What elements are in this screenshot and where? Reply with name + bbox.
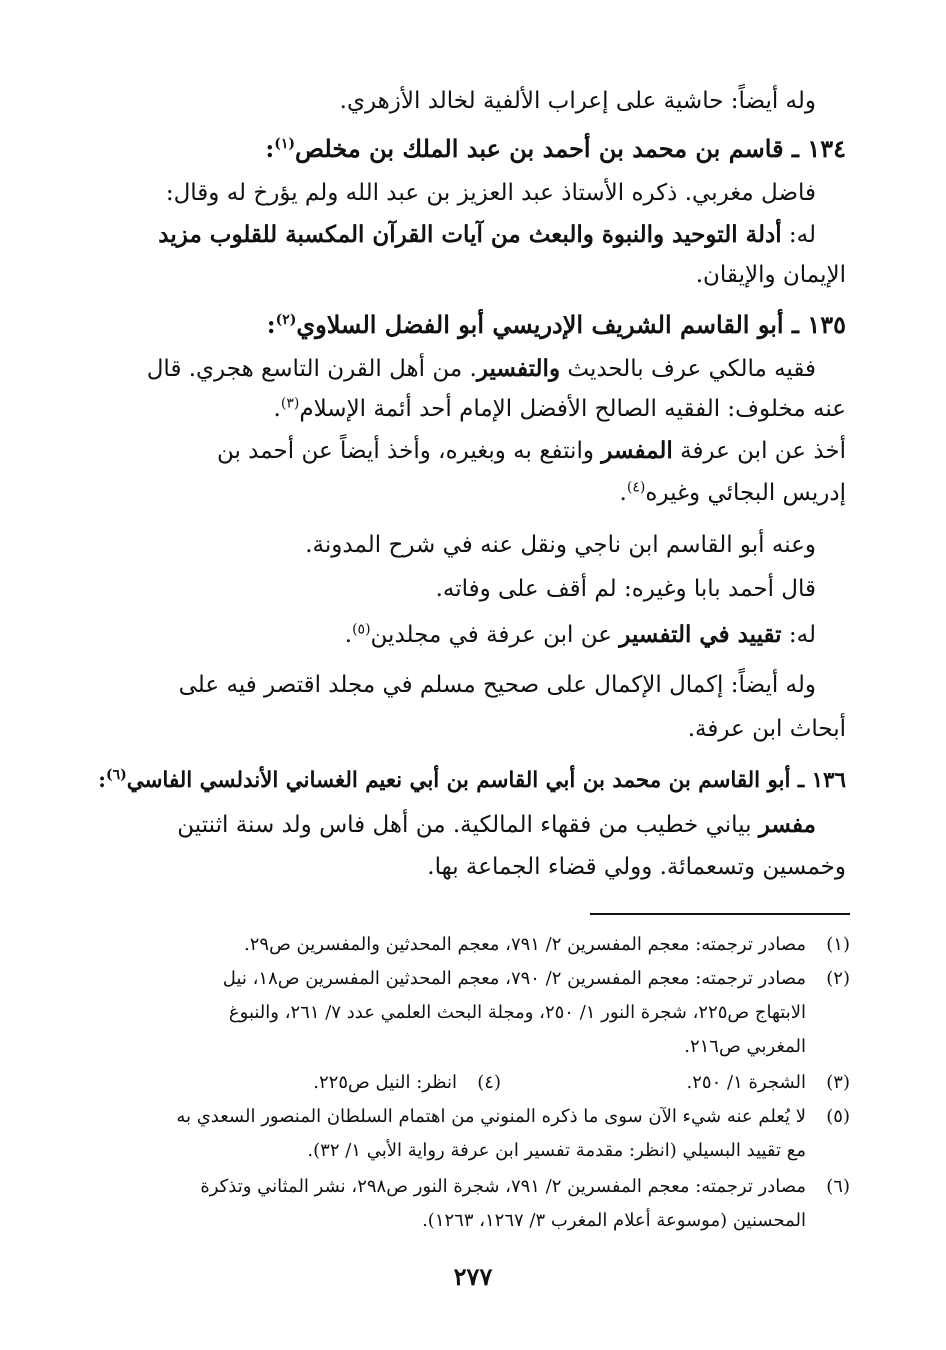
body-line: وله أيضاً: إكمال الإكمال على صحيح مسلم في مجلد اقتصر فيه على <box>178 672 816 698</box>
entry-134-heading: ١٣٤ ـ قاسم بن محمد بن أحمد بن عبد الملك بن مخلص$^{(١)}$: <box>265 134 846 163</box>
footnote-5-line: مع تقييد البسيلي (انظر: مقدمة تفسير ابن عرفة رواية الأبي ١/ ٣٢). <box>307 1140 806 1161</box>
body-line: وعنه أبو القاسم ابن ناجي ونقل عنه في شرح المدونة. <box>305 532 816 558</box>
footnote-1: (١)مصادر ترجمته: معجم المفسرين ٢/ ٧٩١، معجم المحدثين والمفسرين ص٢٩. <box>243 934 850 955</box>
footnote-ref[interactable]: (٦) <box>105 766 127 783</box>
footnote-separator <box>590 913 850 915</box>
footnote-2-line: الابتهاج ص٢٢٥، شجرة النور ١/ ٢٥٠، ومجلة البحث العلمي عدد ٧/ ٢٦١، والنبوغ <box>228 1002 806 1023</box>
body-line: قال أحمد بابا وغيره: لم أقف على وفاته. <box>435 576 816 602</box>
body-line: فاضل مغربي. ذكره الأستاذ عبد العزيز بن عبد الله ولم يؤرخ له وقال: <box>165 180 816 206</box>
body-line: إدريس البجائي وغيره$^{(٤)}$. <box>619 479 846 506</box>
body-line: أبحاث ابن عرفة. <box>687 716 846 742</box>
footnote-2: (٢)مصادر ترجمته: معجم المفسرين ٢/ ٧٩٠، معجم المحدثين المفسرين ص١٨، نيل <box>222 968 850 989</box>
body-line: له: أدلة التوحيد والنبوة والبعث من آيات القرآن المكسبة للقلوب مزيد <box>158 221 816 248</box>
footnote-ref[interactable]: (٥) <box>352 621 371 638</box>
footnote-3: (٣)الشجرة ١/ ٢٥٠. <box>686 1072 850 1093</box>
body-line: له: تقييد في التفسير عن ابن عرفة في مجلدين$^{(٥)}$. <box>344 621 816 648</box>
body-line: مفسر بياني خطيب من فقهاء المالكية. من أهل فاس ولد سنة اثنتين <box>177 811 816 838</box>
entry-135-heading: ١٣٥ ـ أبو القاسم الشريف الإدريسي أبو الفضل السلاوي$^{(٢)}$: <box>266 310 846 339</box>
footnote-6-line: المحسنين (موسوعة أعلام المغرب ٣/ ١٢٦٧، ١٢٦٣). <box>422 1210 806 1231</box>
body-line: الإيمان والإيقان. <box>695 262 846 288</box>
footnote-5: (٥)لا يُعلم عنه شيء الآن سوى ما ذكره المنوني من اهتمام السلطان المنصور السعدي به <box>176 1106 850 1127</box>
body-line: فقيه مالكي عرف بالحديث والتفسير. من أهل القرن التاسع هجري. قال <box>146 355 816 382</box>
body-line: وله أيضاً: حاشية على إعراب الألفية لخالد الأزهري. <box>339 88 816 114</box>
footnote-ref[interactable]: (٣) <box>280 395 300 412</box>
footnote-4: (٤)انظر: النيل ص٢٢٥. <box>313 1072 501 1093</box>
entry-136-heading: ١٣٦ ـ أبو القاسم بن محمد بن أبي القاسم بن أبي نعيم الغساني الأندلسي الفاسي$^{(٦)}$: <box>98 766 846 793</box>
footnote-ref[interactable]: (٢) <box>275 312 297 328</box>
body-line: أخذ عن ابن عرفة المفسر وانتفع به وبغيره، وأخذ أيضاً عن أحمد بن <box>216 437 846 464</box>
footnote-6: (٦)مصادر ترجمته: معجم المفسرين ٢/ ٧٩١، شجرة النور ص٢٩٨، نشر المثاني وتذكرة <box>200 1176 850 1197</box>
body-line: عنه مخلوف: الفقيه الصالح الأفضل الإمام أحد أئمة الإسلام$^{(٣)}$. <box>273 395 846 422</box>
page-number: ٢٧٧ <box>453 1262 493 1291</box>
footnote-ref[interactable]: (١) <box>274 136 296 152</box>
footnote-ref[interactable]: (٤) <box>626 479 646 496</box>
body-line: وخمسين وتسعمائة. وولي قضاء الجماعة بها. <box>427 854 846 880</box>
footnote-2-line: المغربي ص٢١٦. <box>684 1036 806 1057</box>
